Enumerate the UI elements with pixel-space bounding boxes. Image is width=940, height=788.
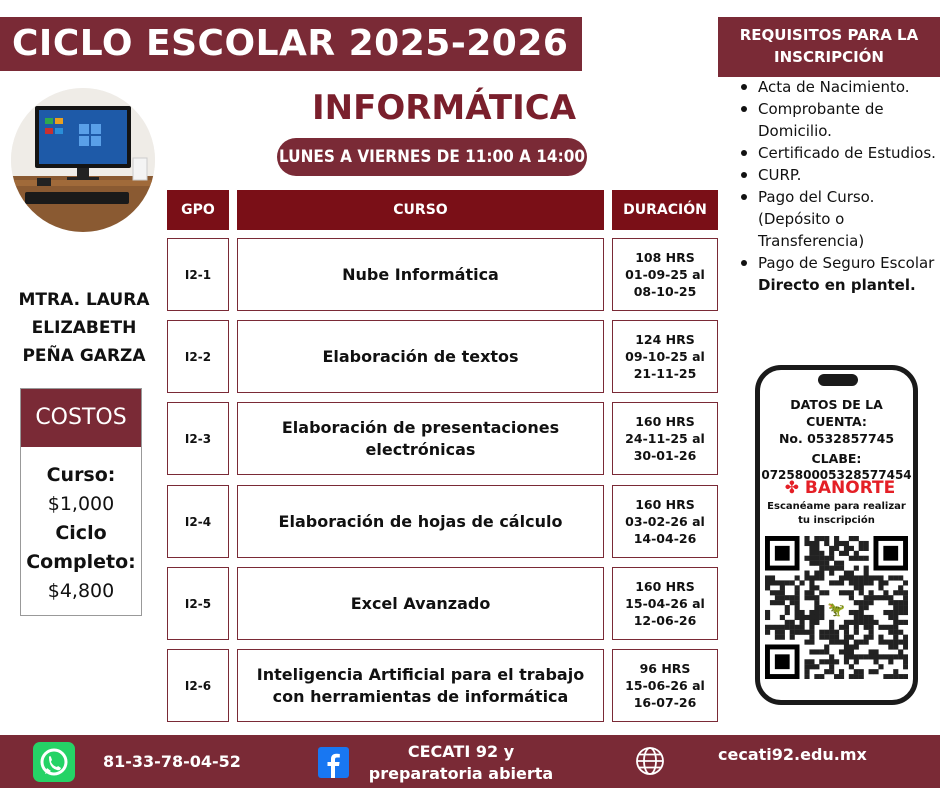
requirement-item: Certificado de Estudios. [736, 142, 936, 164]
footer-phone[interactable]: 81-33-78-04-52 [103, 752, 241, 771]
qr-code[interactable] [765, 536, 908, 679]
duration-start: 09-10-25 al [625, 349, 705, 364]
scan-instruction: Escanéame para realizar tu inscripción [767, 501, 906, 526]
requirements-list [736, 76, 936, 296]
table-cell-gpo: I2-1 [167, 238, 229, 311]
duration-end: 08-10-25 [633, 284, 697, 299]
duration-start: 24-11-25 al [625, 431, 705, 446]
requirement-text: Pago de Seguro Escolar [758, 254, 935, 272]
table-cell-duration [612, 485, 718, 558]
duration-end: 30-01-26 [633, 448, 697, 463]
requirement-item: Comprobante de Domicilio. [736, 98, 936, 142]
clabe-label: CLABE: [811, 451, 862, 466]
table-cell-gpo: I2-3 [167, 402, 229, 475]
requirement-item: Acta de Nacimiento. [736, 76, 936, 98]
table-cell-course: Elaboración de textos [237, 320, 604, 393]
table-cell-course: Excel Avanzado [237, 567, 604, 640]
table-cell-course: Elaboración de hojas de cálculo [237, 485, 604, 558]
payment-phone-card [755, 365, 918, 705]
course-price-label: Curso: [46, 464, 116, 486]
table-cell-duration [612, 238, 718, 311]
duration-end: 14-04-26 [633, 531, 697, 546]
svg-text:🦖: 🦖 [827, 602, 846, 618]
duration-start: 15-04-26 al [625, 596, 705, 611]
duration-end: 21-11-25 [633, 366, 697, 381]
duration-hours: 108 HRS [635, 250, 695, 265]
requirements-heading: REQUISITOS PARA LA INSCRIPCIÓN [718, 17, 940, 77]
duration-end: 12-06-26 [633, 613, 697, 628]
banorte-name: BANORTE [804, 478, 896, 498]
duration-hours: 124 HRS [635, 332, 695, 347]
duration-hours: 160 HRS [635, 497, 695, 512]
duration-hours: 160 HRS [635, 414, 695, 429]
requirement-bold-text: Directo en plantel. [758, 276, 916, 294]
table-cell-gpo: I2-5 [167, 567, 229, 640]
costs-box [20, 388, 142, 616]
table-header-duration: DURACIÓN [612, 190, 718, 230]
duration-hours: 160 HRS [635, 579, 695, 594]
footer-facebook[interactable]: CECATI 92 y preparatoria abierta [368, 742, 554, 783]
clabe-number: 072580005328577454 [761, 468, 912, 482]
costs-body [21, 447, 141, 606]
teacher-name: MTRA. LAURA ELIZABETH PEÑA GARZA [18, 290, 150, 366]
table-cell-course: Inteligencia Artificial para el trabajo con herramientas de informática [237, 649, 604, 722]
costs-heading: COSTOS [21, 389, 141, 447]
table-cell-course: Nube Informática [237, 238, 604, 311]
cycle-price-label: Ciclo Completo: [26, 522, 136, 573]
banorte-logo [770, 478, 910, 498]
table-cell-gpo: I2-4 [167, 485, 229, 558]
account-number: No. 0532857745 [778, 431, 895, 446]
account-info [760, 396, 913, 484]
table-header-gpo: GPO [167, 190, 229, 230]
requirement-item [736, 252, 936, 296]
duration-start: 15-06-26 al [625, 678, 705, 693]
requirement-item: Pago del Curso. (Depósito o Transferencia) [736, 186, 936, 252]
course-title: INFORMÁTICA [312, 88, 577, 128]
duration-end: 16-07-26 [633, 695, 697, 710]
requirement-item: CURP. [736, 164, 936, 186]
whatsapp-icon[interactable] [33, 742, 75, 782]
footer-website[interactable]: cecati92.edu.mx [718, 745, 867, 764]
table-cell-duration [612, 402, 718, 475]
schedule-badge: LUNES A VIERNES DE 11:00 A 14:00 [277, 138, 587, 176]
duration-start: 03-02-26 al [625, 514, 705, 529]
account-heading: DATOS DE LA CUENTA: [790, 397, 883, 429]
footer [0, 735, 940, 788]
table-cell-duration [612, 649, 718, 722]
facebook-icon[interactable] [318, 747, 349, 778]
computer-photo [11, 88, 155, 232]
banorte-icon: ✤ [784, 478, 799, 498]
course-price: $1,000 [47, 493, 115, 515]
phone-notch [818, 374, 858, 386]
duration-start: 01-09-25 al [625, 267, 705, 282]
table-cell-course: Elaboración de presentaciones electrónicas [237, 402, 604, 475]
cycle-price: $4,800 [47, 580, 115, 602]
table-cell-gpo: I2-6 [167, 649, 229, 722]
cycle-title: CICLO ESCOLAR 2025-2026 [0, 17, 582, 71]
table-cell-duration [612, 320, 718, 393]
table-cell-gpo: I2-2 [167, 320, 229, 393]
duration-hours: 96 HRS [639, 661, 691, 676]
table-cell-duration [612, 567, 718, 640]
table-header-course: CURSO [237, 190, 604, 230]
globe-icon [634, 745, 666, 777]
